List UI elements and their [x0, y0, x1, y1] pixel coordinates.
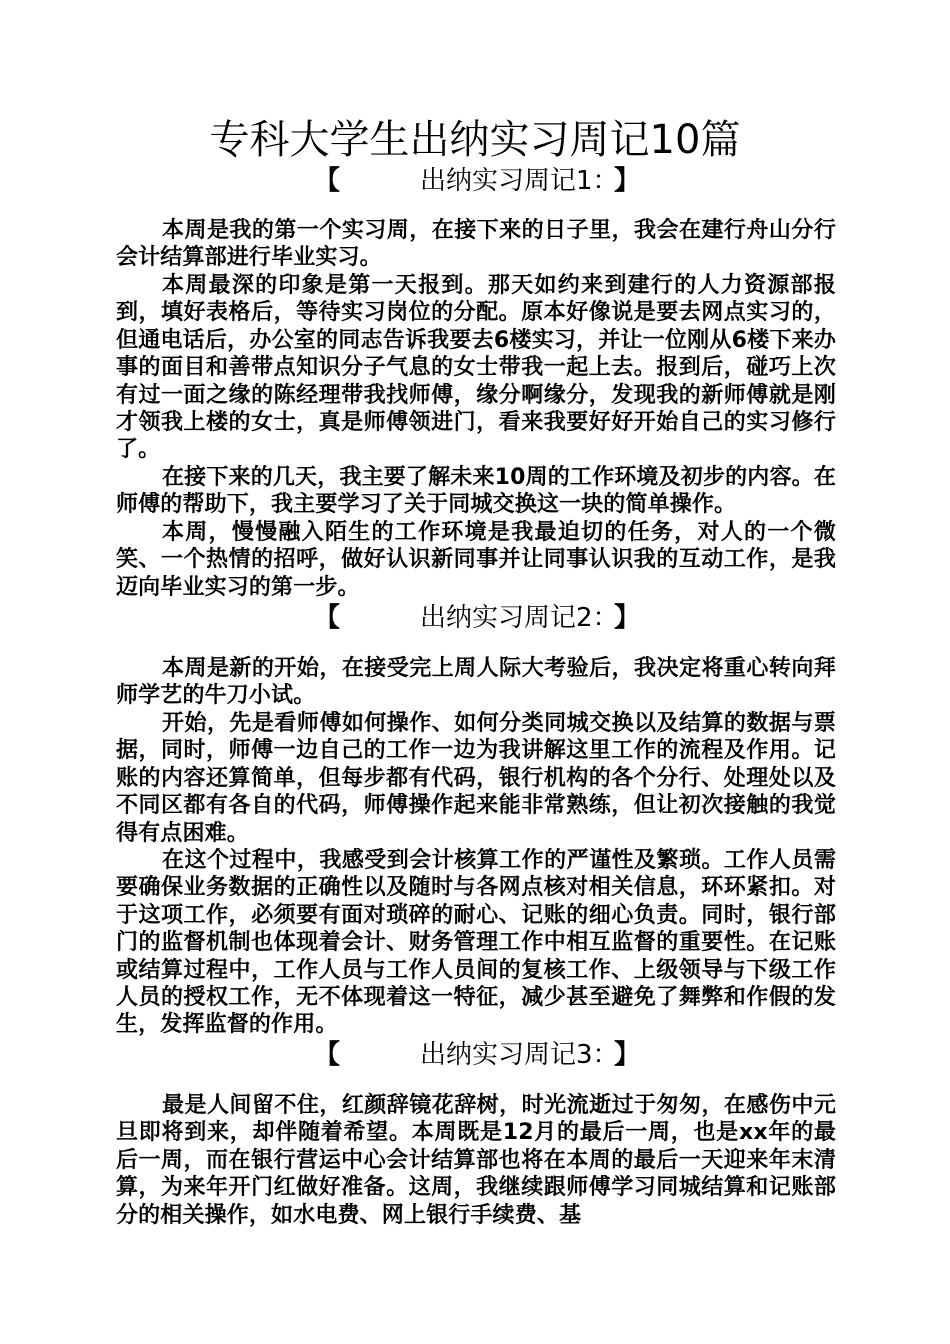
section-heading-3: [300, 1037, 660, 1073]
right-bracket: 】: [613, 603, 640, 633]
paragraph: 本周，慢慢融入陌生的工作环境是我最迫切的任务，对人的一个微笑、一个热情的招呼，做好认识新同事并让同事认识我的互动工作，是我迈向毕业实习的第一步。: [116, 520, 836, 600]
paragraph: 本周是我的第一个实习周，在接下来的日子里，我会在建行舟山分行会计结算部进行毕业实习。: [116, 218, 836, 271]
section-heading-text: 出纳实习周记3：: [420, 1040, 619, 1070]
paragraph: 在接下来的几天，我主要了解未来10周的工作环境及初步的内容。在师傅的帮助下，我主要学习了关于同城交换这一块的简单操作。: [116, 465, 836, 518]
paragraph: 开始，先是看师傅如何操作、如何分类同城交换以及结算的数据与票据，同时，师傅一边自己的工作一边为我讲解这里工作的流程及作用。记账的内容还算简单，但每步都有代码，银行机构的各个分行、处理处以及不同区都有各自的代码，师傅操作起来能非常熟练，但让初次接触的我觉得有点困难。: [116, 711, 836, 846]
section-heading-2: [300, 600, 660, 636]
right-bracket: 】: [613, 1040, 640, 1070]
section-heading-text: 出纳实习周记2：: [420, 603, 619, 633]
section-heading-1: [300, 163, 660, 199]
paragraph: 本周最深的印象是第一天报到。那天如约来到建行的人力资源部报到，填好表格后，等待实习岗位的分配。原本好像说是要去网点实习的，但通电话后，办公室的同志告诉我要去6楼实习，并让一位刚从6楼下来办事的面目和善带点知识分子气息的女士带我一起上去。报到后，碰巧上次有过一面之缘的陈经理带我找师傅，缘分啊缘分，发现我的新师傅就是刚才领我上楼的女士，真是师傅领进门，看来我要好好开始自己的实习修行了。: [116, 273, 836, 463]
paragraph: 本周是新的开始，在接受完上周人际大考验后，我决定将重心转向拜师学艺的牛刀小试。: [116, 656, 836, 709]
document-title: 专科大学生出纳实习周记10篇: [209, 117, 741, 163]
left-bracket: 【: [314, 166, 341, 196]
paragraph: 最是人间留不住，红颜辞镜花辞树，时光流逝过于匆匆，在感伤中元旦即将到来，却伴随着希望。本周既是12月的最后一周，也是xx年的最后一周，而在银行营运中心会计结算部也将在本周的最后一天迎来年末清算，为来年开门红做好准备。这周，我继续跟师傅学习同城结算和记账部分的相关操作，如水电费、网上银行手续费、基: [116, 1093, 836, 1228]
section-heading-text: 出纳实习周记1：: [420, 166, 619, 196]
left-bracket: 【: [314, 603, 341, 633]
left-bracket: 【: [314, 1040, 341, 1070]
paragraph: 在这个过程中，我感受到会计核算工作的严谨性及繁琐。工作人员需要确保业务数据的正确性以及随时与各网点核对相关信息，环环紧扣。对于这项工作，必须要有面对琐碎的耐心、记账的细心负责。同时，银行部门的监督机制也体现着会计、财务管理工作中相互监督的重要性。在记账或结算过程中，工作人员与工作人员间的复核工作、上级领导与下级工作人员的授权工作，无不体现着这一特征，减少甚至避免了舞弊和作假的发生，发挥监督的作用。: [116, 848, 836, 1038]
right-bracket: 】: [613, 166, 640, 196]
